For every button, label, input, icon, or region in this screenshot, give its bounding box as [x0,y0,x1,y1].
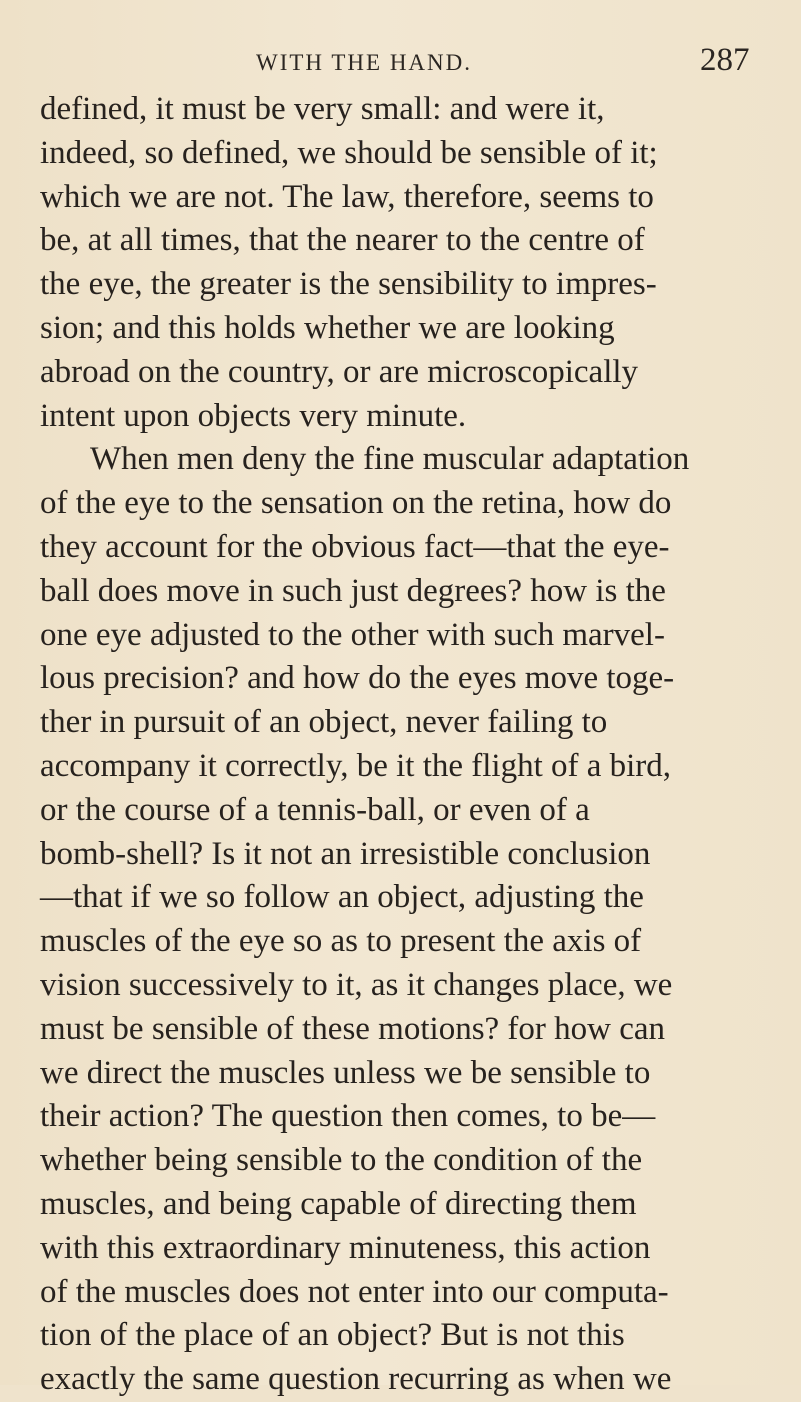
text-line: of the eye to the sensation on the retina, how do [40,485,672,522]
text-line: must be sensible of these motions? for how can [40,1010,666,1047]
text-line: accompany it correctly, be it the flight of a bird, [40,747,672,784]
text-line: abroad on the country, or are microscopically [40,353,639,390]
text-line: we direct the muscles unless we be sensible to [40,1054,651,1091]
text-line: bomb-shell? Is it not an irresistible conclusion [40,835,651,872]
text-line: exactly the same question recurring as when we [40,1361,672,1398]
text-line: be, at all times, that the nearer to the centre of [40,222,645,259]
text-line: indeed, so defined, we should be sensible of it; [40,134,658,171]
running-header: WITH THE HAND. [256,50,473,75]
text-line: with this extraordinary minuteness, this action [40,1229,651,1266]
text-line: —that if we so follow an object, adjusting the [40,879,644,916]
text-line: defined, it must be very small: and were it, [40,91,605,127]
text-line: ball does move in such just degrees? how is the [40,572,666,609]
text-line: which we are not. The law, therefore, seems to [40,178,654,215]
text-line: sion; and this holds whether we are looking [40,309,615,346]
text-line: muscles of the eye so as to present the axis of [40,923,642,960]
text-line: of the muscles does not enter into our computa- [40,1273,669,1310]
text-line: one eye adjusted to the other with such marvel- [40,616,665,653]
text-line: intent upon objects very minute. [40,397,467,434]
text-line: the eye, the greater is the sensibility to impres- [40,266,657,303]
paragraph-start-line: When men deny the fine muscular adaptation [90,441,690,478]
body-text [40,88,780,1402]
text-line: vision successively to it, as it changes place, we [40,966,673,1003]
text-line: ther in pursuit of an object, never failing to [40,704,608,741]
page-number: 287 [700,42,750,78]
text-line: tion of the place of an object? But is not this [40,1317,625,1354]
text-line: their action? The question then comes, to be— [40,1098,656,1135]
text-line: or the course of a tennis-ball, or even of a [40,791,590,828]
text-line: they account for the obvious fact—that the eye- [40,528,670,565]
text-line: whether being sensible to the condition of the [40,1142,643,1179]
text-line: muscles, and being capable of directing them [40,1185,637,1222]
text-line: lous precision? and how do the eyes move toge- [40,660,675,697]
